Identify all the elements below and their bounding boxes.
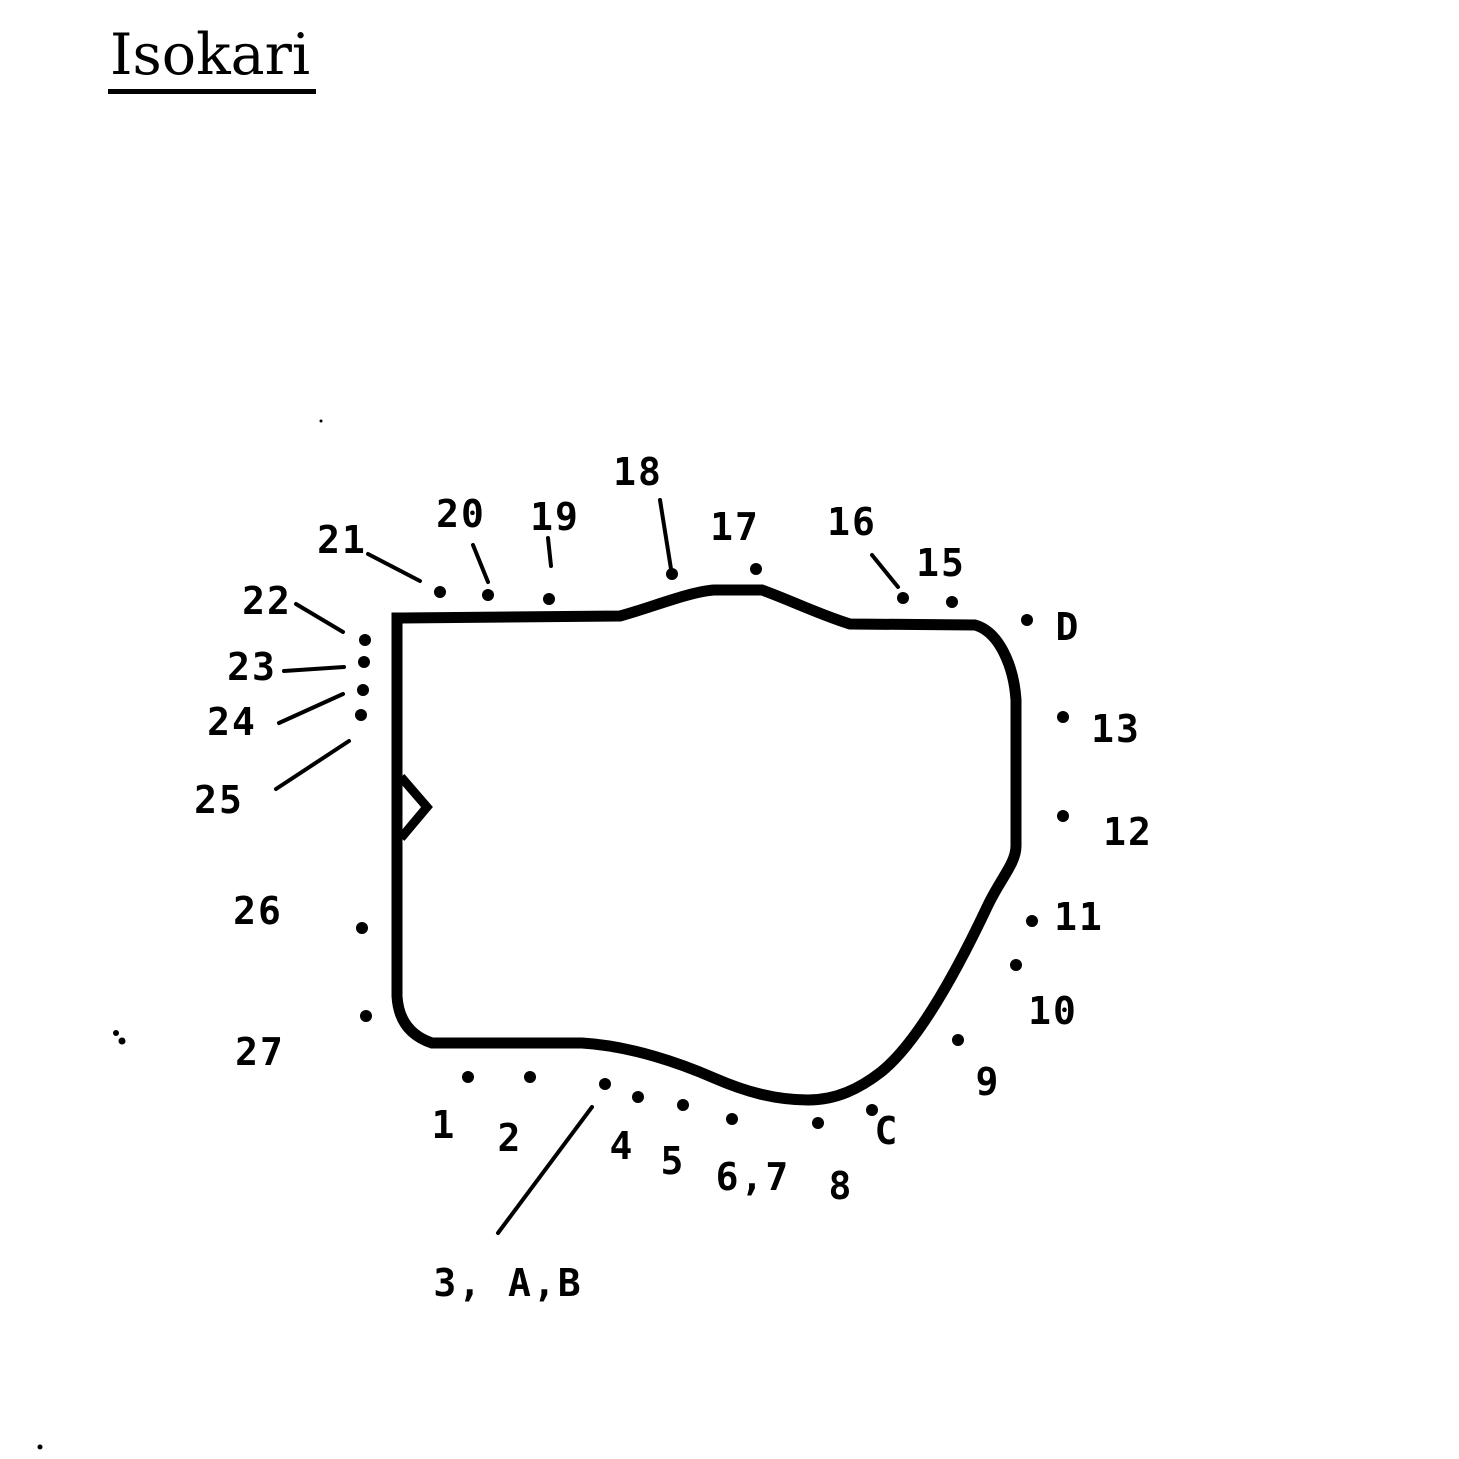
map-dot	[946, 596, 958, 608]
point-label-5: 5	[660, 1139, 686, 1183]
point-label-2: 2	[497, 1116, 523, 1160]
leader-line	[473, 545, 488, 582]
scan-speck	[38, 1445, 43, 1450]
map-dot	[1026, 915, 1038, 927]
point-label-20: 20	[436, 492, 486, 536]
map-dot	[1010, 959, 1022, 971]
point-label-6-7: 6,7	[715, 1155, 791, 1199]
leader-line	[284, 667, 344, 671]
map-dot	[434, 586, 446, 598]
map-dot	[462, 1071, 474, 1083]
point-label-10: 10	[1028, 989, 1078, 1033]
map-dot	[632, 1091, 644, 1103]
point-label-12: 12	[1103, 810, 1153, 854]
point-label-27: 27	[235, 1030, 285, 1074]
map-dot	[726, 1113, 738, 1125]
point-label-18: 18	[613, 450, 663, 494]
map-dot	[355, 709, 367, 721]
point-label-19: 19	[530, 495, 580, 539]
point-label-15: 15	[916, 541, 966, 585]
island-outline	[397, 590, 1016, 1100]
scan-speck	[320, 420, 323, 423]
map-dot	[524, 1071, 536, 1083]
point-label-13: 13	[1091, 707, 1141, 751]
leader-line	[548, 538, 551, 566]
map-dot	[359, 634, 371, 646]
scan-speck	[113, 1030, 119, 1036]
point-label-11: 11	[1054, 895, 1104, 939]
point-label-4: 4	[609, 1124, 635, 1168]
map-dot	[599, 1078, 611, 1090]
point-label-24: 24	[207, 700, 257, 744]
point-label-1: 1	[431, 1103, 457, 1147]
scan-speck	[119, 1038, 126, 1045]
map-dot	[482, 589, 494, 601]
leader-line	[660, 500, 671, 569]
map-dot	[356, 922, 368, 934]
map-dot	[360, 1010, 372, 1022]
point-label-17: 17	[710, 505, 760, 549]
page-title: Isokari	[108, 26, 316, 94]
point-label-23: 23	[227, 645, 277, 689]
map-dot	[1021, 614, 1033, 626]
leader-line	[872, 555, 898, 587]
point-label-22: 22	[242, 579, 292, 623]
leader-line	[296, 604, 343, 632]
map-dot	[357, 684, 369, 696]
point-label-9: 9	[975, 1060, 1001, 1104]
map-dot	[543, 593, 555, 605]
map-dot	[677, 1099, 689, 1111]
point-label-21: 21	[317, 518, 367, 562]
scan-artifacts	[38, 420, 323, 1450]
map-dot	[750, 563, 762, 575]
leader-line	[368, 554, 420, 581]
map-dot	[666, 568, 678, 580]
map-dot	[897, 592, 909, 604]
point-label-25: 25	[194, 778, 244, 822]
leader-line	[279, 694, 343, 723]
point-label-8: 8	[828, 1164, 854, 1208]
point-label-c: C	[874, 1109, 900, 1153]
leader-line	[276, 741, 349, 789]
map-dot	[358, 656, 370, 668]
map-dot	[952, 1034, 964, 1046]
map-dot	[1057, 810, 1069, 822]
point-label-26: 26	[233, 889, 283, 933]
point-label-d: D	[1055, 605, 1081, 649]
map-dot	[1057, 711, 1069, 723]
point-label-3-a-b: 3, A,B	[433, 1261, 583, 1305]
map-dot	[812, 1117, 824, 1129]
point-label-16: 16	[827, 500, 877, 544]
